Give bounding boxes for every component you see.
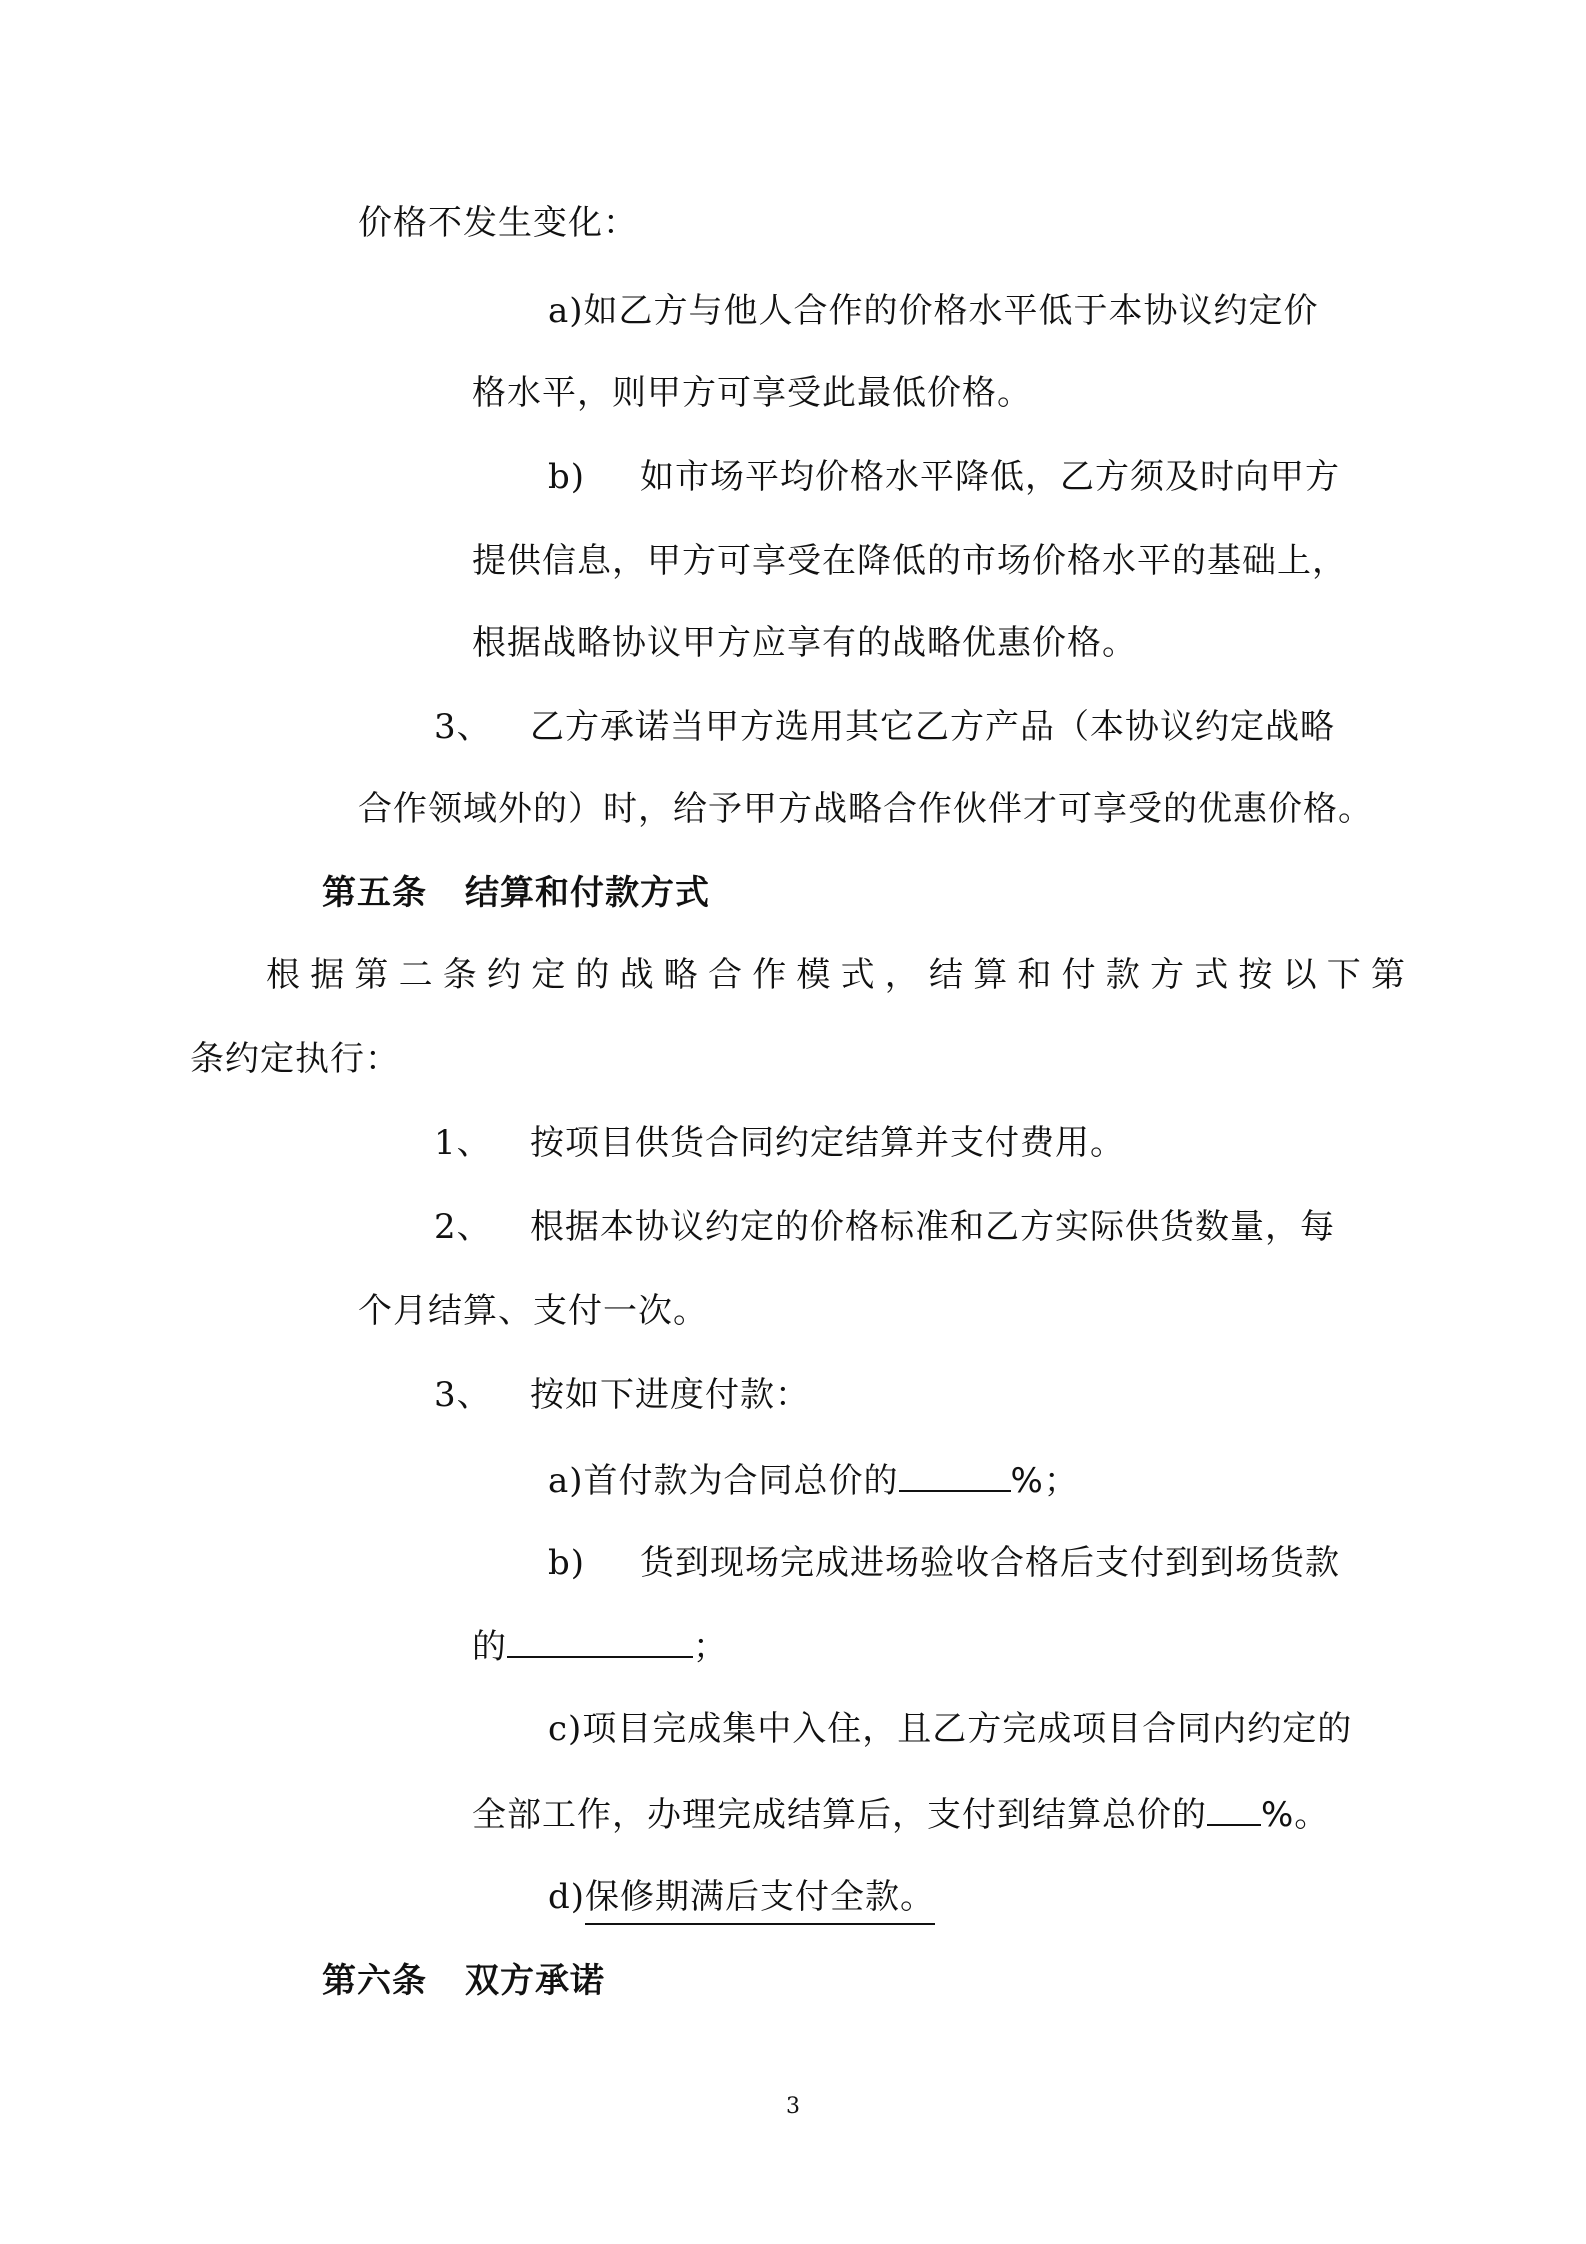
- list-item-3: [434, 1372, 810, 1418]
- text: 货到现场完成进场验收合格后支付到到场货款: [640, 1543, 1340, 1583]
- text: 提供信息，甲方可享受在降低的市场价格水平的基础上，: [472, 541, 1347, 581]
- fill-blank: [899, 1456, 1011, 1492]
- text: 如市场平均价格水平降低，乙方须及时向甲方: [640, 457, 1340, 497]
- list-item-c: [548, 1706, 1352, 1752]
- text: 全部工作，办理完成结算后，支付到结算总价的: [472, 1795, 1207, 1835]
- list-item-b: [548, 454, 1340, 500]
- item-marker: 2、: [434, 1207, 492, 1247]
- text: 合作领域外的）时，给予甲方战略合作伙伴才可享受的优惠价格。: [358, 789, 1373, 829]
- article-5-heading: [322, 870, 710, 916]
- item-marker: b): [548, 457, 586, 497]
- text: 首付款为合同总价的: [583, 1461, 899, 1501]
- item-marker: 1、: [434, 1123, 492, 1163]
- text-line: [266, 952, 1406, 998]
- text: %。: [1261, 1795, 1330, 1835]
- item-marker: d): [548, 1877, 586, 1917]
- text-line: [358, 200, 638, 246]
- text: 根据第二条约定的战略合作模式，结算和付款方式按以下第: [266, 955, 1406, 995]
- fill-blank: [1207, 1790, 1261, 1826]
- article-title: 结算和付款方式: [465, 873, 710, 913]
- page-number: 3: [786, 2094, 800, 2119]
- underlined-text: 保修期满后支付全款。: [585, 1877, 935, 1925]
- text: 乙方承诺当甲方选用其它乙方产品（本协议约定战略: [530, 707, 1335, 747]
- text: 项目完成集中入住，且乙方完成项目合同内约定的: [582, 1709, 1353, 1749]
- text-line: [472, 538, 1347, 584]
- article-number: 第六条: [322, 1961, 427, 2001]
- text-line: [472, 1622, 728, 1670]
- item-marker: c): [548, 1709, 583, 1749]
- item-marker: 3、: [434, 1375, 492, 1415]
- text: 根据战略协议甲方应享有的战略优惠价格。: [472, 623, 1137, 663]
- text: ；: [693, 1627, 728, 1667]
- item-marker: b): [548, 1543, 586, 1583]
- text: 个月结算、支付一次。: [358, 1291, 708, 1331]
- list-item-3: [434, 704, 1335, 750]
- item-marker: 3、: [434, 707, 492, 747]
- text: 根据本协议约定的价格标准和乙方实际供货数量，每: [530, 1207, 1335, 1247]
- list-item-a: [548, 1456, 1079, 1504]
- list-item-a: [548, 288, 1319, 334]
- list-item-d: [548, 1874, 935, 1920]
- item-marker: a): [548, 1461, 584, 1501]
- text-line: [472, 1790, 1329, 1838]
- text-line: [358, 786, 1373, 832]
- text: %；: [1010, 1461, 1079, 1501]
- text: 条约定执行：: [190, 1039, 400, 1079]
- text: 价格不发生变化：: [358, 203, 638, 243]
- text: 的: [472, 1627, 507, 1667]
- text-line: [358, 1288, 708, 1334]
- article-number: 第五条: [322, 873, 427, 913]
- text: 按项目供货合同约定结算并支付费用。: [530, 1123, 1125, 1163]
- article-title: 双方承诺: [465, 1961, 605, 2001]
- text-line: [472, 620, 1137, 666]
- text-line: [190, 1036, 400, 1082]
- text: 按如下进度付款：: [530, 1375, 810, 1415]
- text: 格水平，则甲方可享受此最低价格。: [472, 373, 1032, 413]
- text: 如乙方与他人合作的价格水平低于本协议约定价: [583, 291, 1319, 331]
- list-item-b: [548, 1540, 1340, 1586]
- text-line: [472, 370, 1032, 416]
- fill-blank: [507, 1622, 693, 1658]
- article-6-heading: [322, 1958, 605, 2004]
- item-marker: a): [548, 291, 584, 331]
- list-item-1: [434, 1120, 1125, 1166]
- list-item-2: [434, 1204, 1335, 1250]
